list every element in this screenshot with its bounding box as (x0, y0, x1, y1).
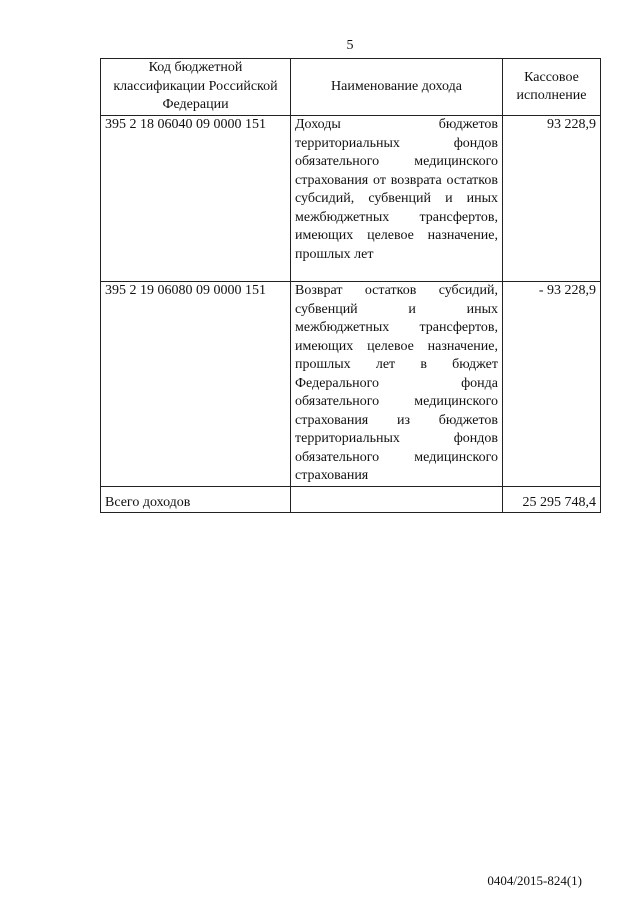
amount-cell: - 93 228,9 (503, 282, 601, 487)
revenue-table (100, 58, 601, 513)
total-label-cell: Всего доходов (101, 487, 291, 513)
table-row (101, 116, 601, 282)
document-number: 0404/2015-824(1) (487, 873, 582, 888)
total-amount-cell: 25 295 748,4 (503, 487, 601, 513)
page-number: 5 (346, 38, 354, 53)
total-name-cell (291, 487, 503, 513)
amount-cell: 93 228,9 (503, 116, 601, 282)
total-row (101, 487, 601, 513)
revenue-name-cell: Возврат остатков субсидий, субвенций и иных межбюджетных трансфертов, имеющих целевое назначение, прошлых лет в бюджет Федерального фонда обязательного медицинского страхования из бюджетов территориальных фондов обязательного медицинского страхования (291, 282, 503, 487)
budget-code-cell: 395 2 19 06080 09 0000 151 (101, 282, 291, 487)
revenue-name-cell: Доходы бюджетов территориальных фондов обязательного медицинского страхования от возврата остатков субсидий, субвенций и иных межбюджетных трансфертов, имеющих целевое назначение, прошлых лет (291, 116, 503, 282)
table-row (101, 282, 601, 487)
table-header-row (101, 59, 601, 116)
header-budget-code: Код бюджетной классификации Российской Федерации (101, 59, 291, 116)
budget-code-cell: 395 2 18 06040 09 0000 151 (101, 116, 291, 282)
header-revenue-name: Наименование дохода (291, 59, 503, 116)
header-cash-execution: Кассовое исполнение (503, 59, 601, 116)
